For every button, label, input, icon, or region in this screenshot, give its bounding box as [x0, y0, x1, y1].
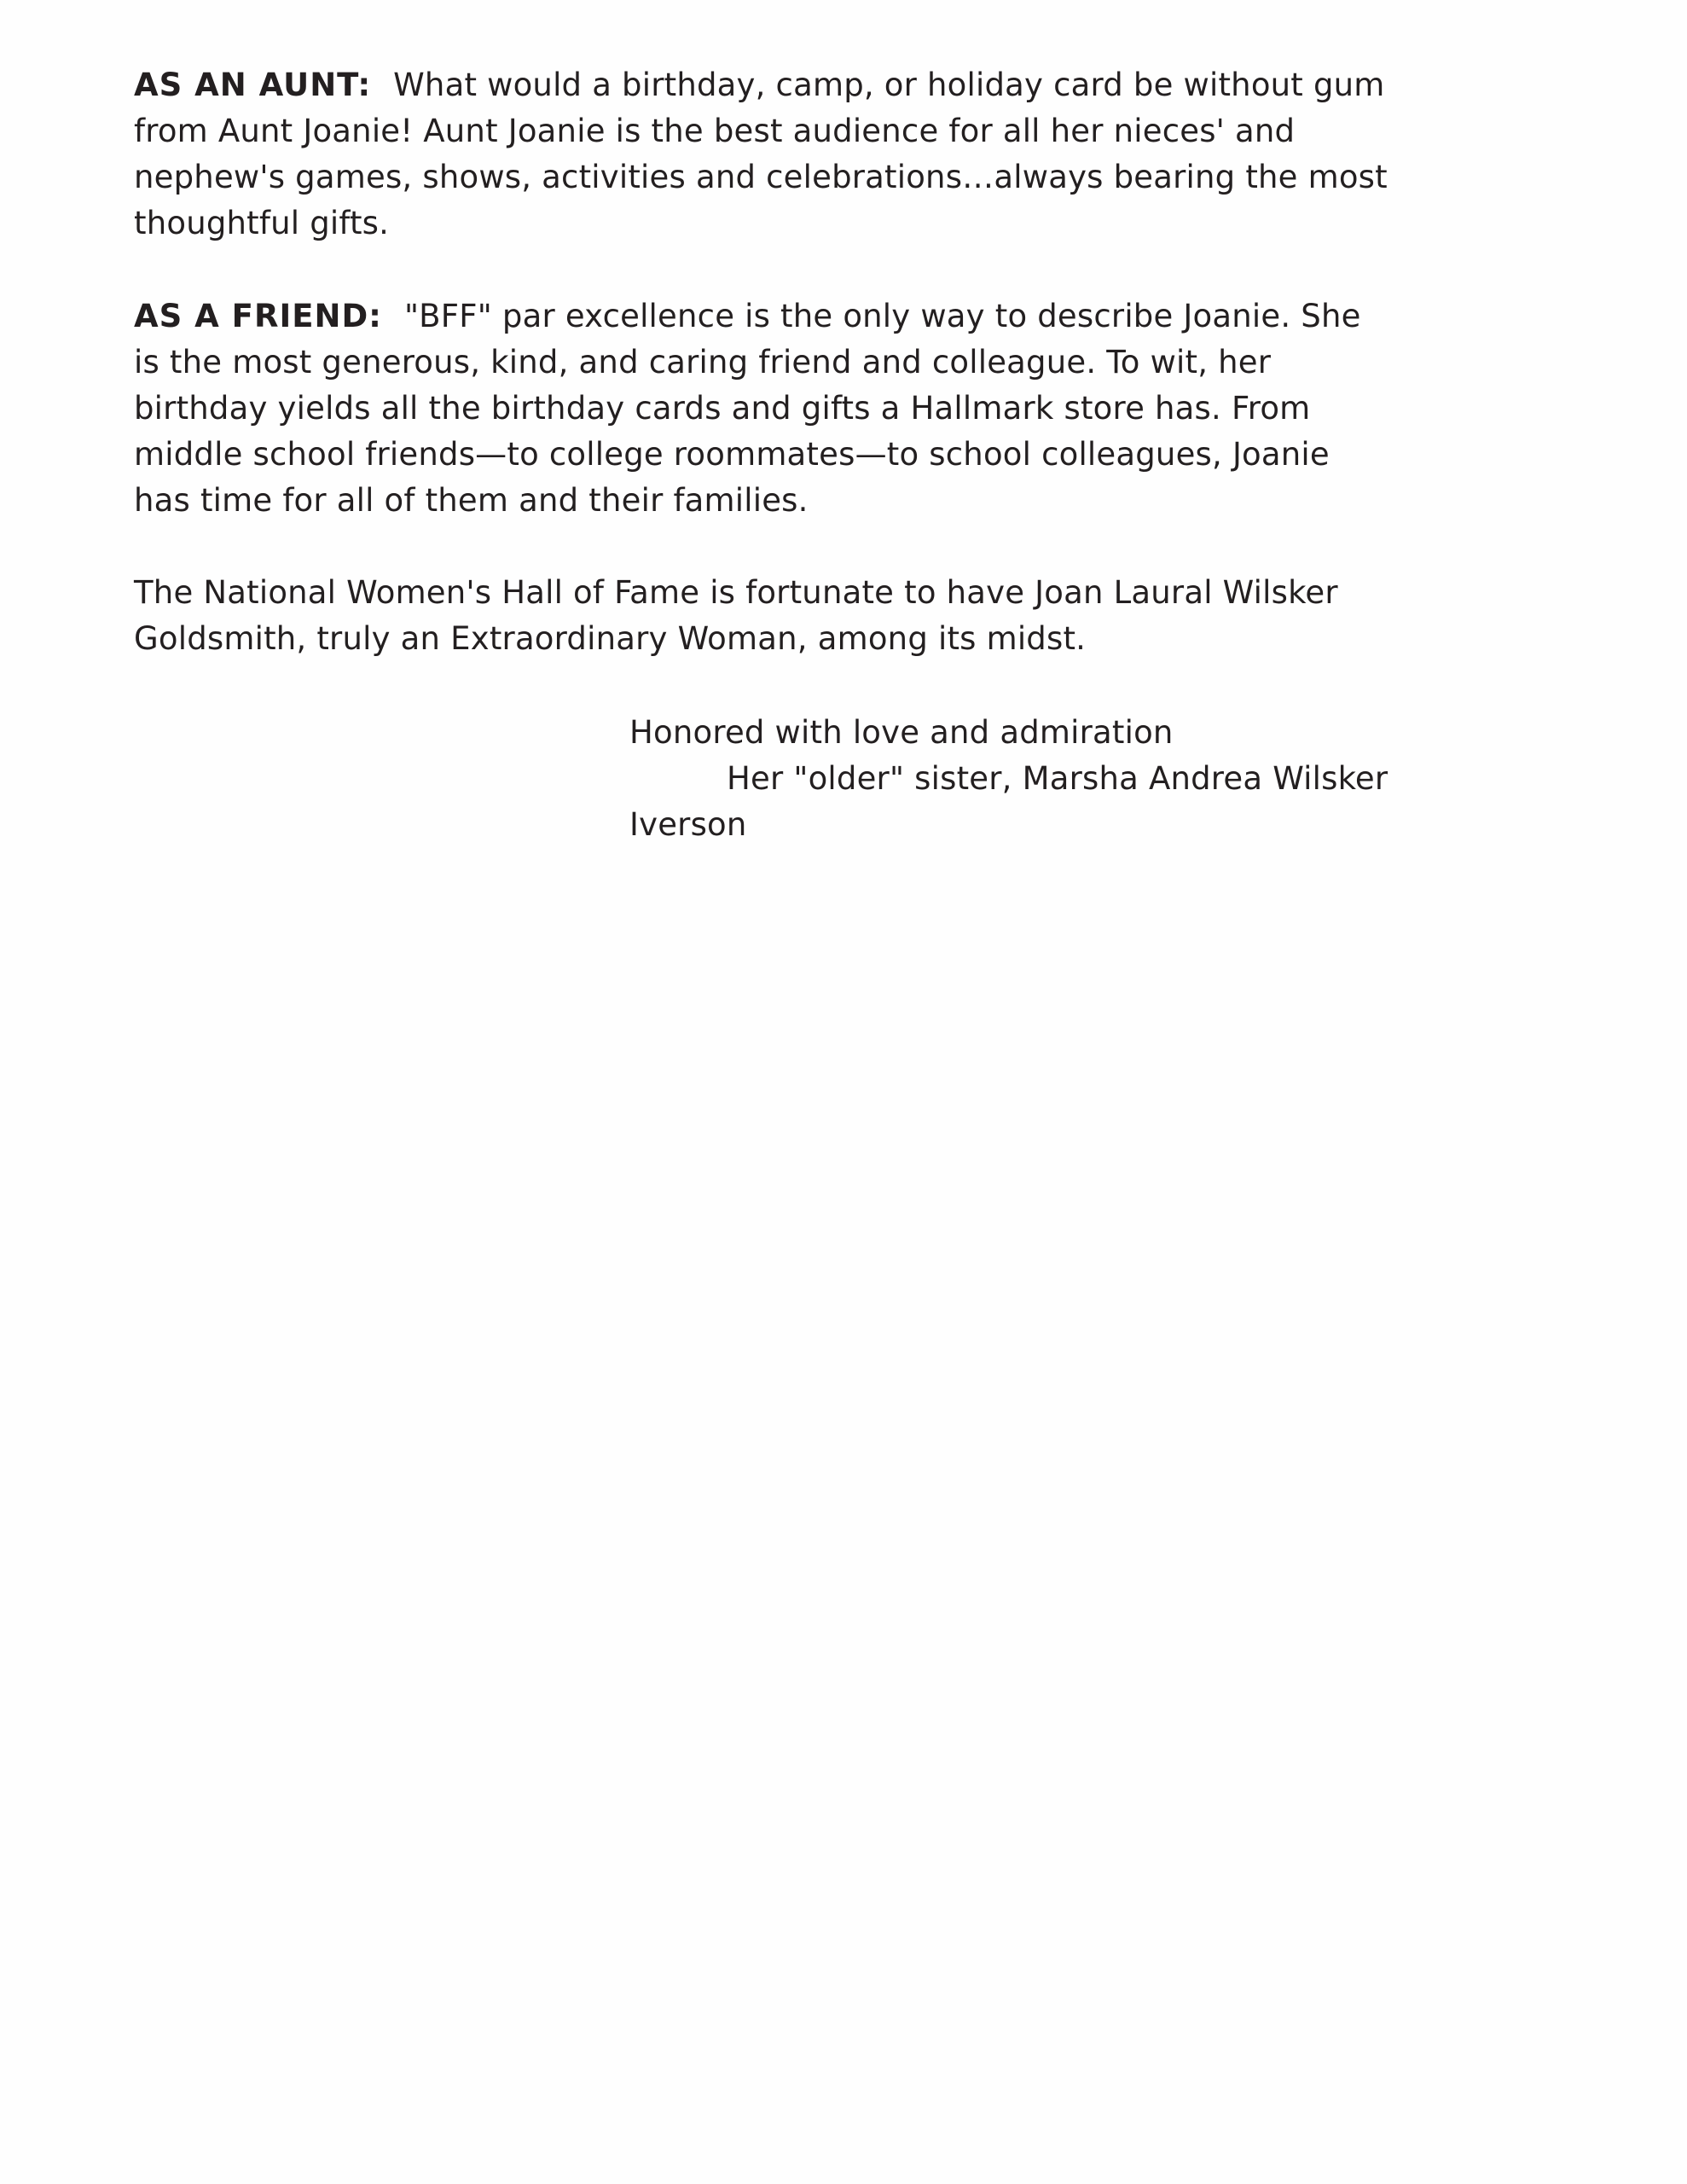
closing-paragraph: The National Women's Hall of Fame is fortunate to have Joan Laural Wilsker Goldsmith, truly an Extraordinary Woman, among its midst.: [134, 574, 1338, 657]
signature-line-sister: Her "older" sister, Marsha Andrea Wilsker: [727, 760, 1388, 797]
signature-block: [629, 710, 1568, 848]
signature-line-surname: Iverson: [629, 806, 747, 843]
aunt-section-label: AS AN AUNT:: [134, 67, 372, 103]
friend-paragraph: [134, 293, 1388, 524]
aunt-section-text: What would a birthday, camp, or holiday card be without gum from Aunt Joanie! Aunt Joanie is the best audience for all her nieces' and nephew's games, shows, activities and celebrations…always bearing the most thoughtful gifts.: [134, 67, 1388, 241]
signature-line-honored: Honored with love and admiration: [629, 714, 1174, 751]
friend-section-label: AS A FRIEND:: [134, 298, 382, 334]
friend-section-text: "BFF" par excellence is the only way to describe Joanie. She is the most generous, kind, and caring friend and colleague. To wit, her birthday yields all the birthday cards and gifts a Hallmark store has. From middle school friends—to college roommates—to school colleagues, Joanie has time for all of them and their families.: [134, 298, 1361, 519]
aunt-paragraph: [134, 62, 1388, 247]
